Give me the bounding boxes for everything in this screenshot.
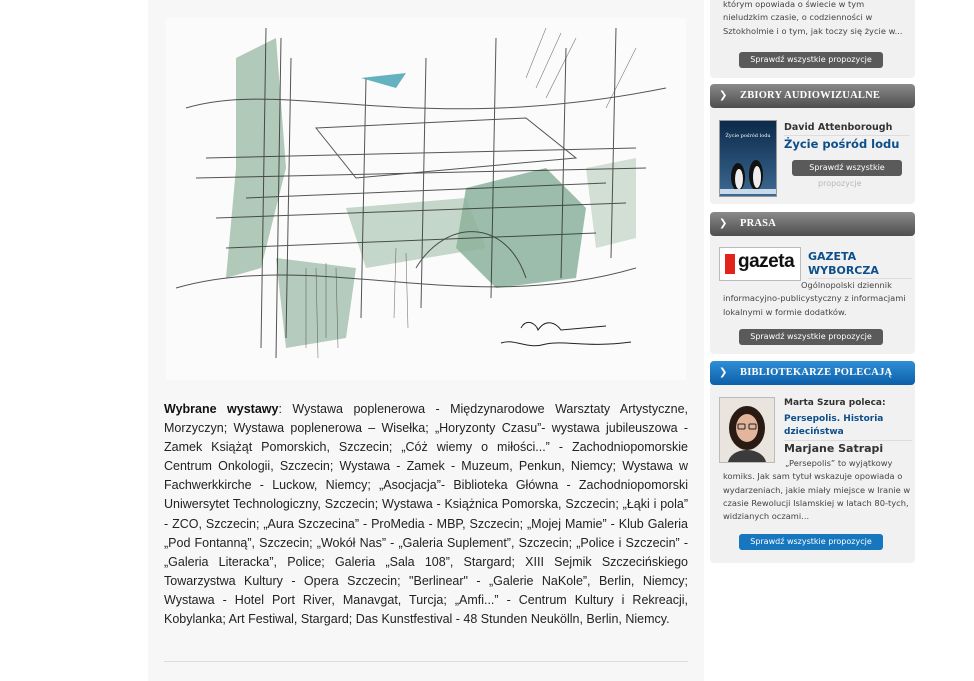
book-title-divider xyxy=(784,440,912,441)
librarians-header-label: BIBLIOTEKARZE POLECAJĄ xyxy=(740,367,893,378)
book-author: Marjane Satrapi xyxy=(784,442,884,455)
dvd-cover-title: Życie pośród lodu xyxy=(725,133,771,139)
recommendation-box-top xyxy=(710,0,915,78)
person-icon xyxy=(720,398,774,462)
press-header-label: PRASA xyxy=(740,218,777,229)
artwork-sketch xyxy=(166,18,686,380)
more-proposals-link[interactable]: propozycje xyxy=(818,179,862,188)
penguin-icon xyxy=(720,149,776,194)
audiovisual-header-label: ZBIORY AUDIOWIZUALNE xyxy=(740,90,881,101)
press-description: Ogólnopolski dziennik informacyjno-publicystyczny z informacjami lokalnymi w formie dodatków. xyxy=(723,280,906,317)
book-description: „Persepolis” to wyjątkowy komiks. Jak sam tytuł wskazuje opowiada o wydarzeniach, jakie miały miejsce w Iranie w czasie Rewolucji Islamskiej w latach 80-tych, widzianych oczami... xyxy=(723,458,911,522)
chevron-right-icon: ❯ xyxy=(719,367,728,378)
recommender-name: Marta Szura poleca: xyxy=(784,398,886,408)
gazeta-logo[interactable] xyxy=(719,247,801,281)
author-divider xyxy=(784,135,910,136)
book-title-link[interactable]: Persepolis. Historia dzieciństwa xyxy=(784,414,884,437)
gazeta-logo-mark xyxy=(725,254,735,274)
gazeta-logo-text: gazeta xyxy=(738,251,795,272)
article-divider xyxy=(164,661,688,662)
audiovisual-box xyxy=(710,84,915,204)
chevron-right-icon: ❯ xyxy=(719,90,728,101)
press-header[interactable] xyxy=(710,212,915,236)
article-exhibitions-text: : Wystawa poplenerowa - Międzynarodowe Warsztaty Artystyczne, Morzyczyn; Wystawa poplenerowa – Wisełka; „Horyzonty Czasu”- wystawa jubileuszowa - Zamek Książąt Pomorskich, Szczecin; „Cóż wiemy o miłości...” - Zachodniopomorskie Centrum Onkologii, Szczecin; Wystawa - Zamek - Muzeum, Penkun, Niemcy; Wystawa w Fachwerkkirche - Luckow, Niemcy; „Asocjacja”- Biblioteka Główna - Zachodniopomorski Uniwersytet Technologiczny, Szczecin; Wystawa - Książnica Pomorska, Szczecin; „Łąki i pola” - ZCO, Szczecin; „Aura Szczecina” - ProMedia - MBP, Szczecin; „Mojej Mamie” - Klub Galeria „Pod Fontanną”, Szczecin; „Wokół Nas” - „Galeria Suplement”, Szczecin; „Police i Szczecin” - „Galeria Literacka”, Police; Galeria „Sala 108”, Stargard; XIII Sejmik Szczecińskiego Towarzystwa Kultury - Opera Szczecin; "Berlinear" - „Galerie NaKole”, Berlin, Niemcy; Wystawa - Hotel Port River, Manavgat, Turcja; „Amfi...” - Centrum Kultury i Rekreacji, Kobylanka; Art Festiwal, Stargard; Das Kunstfestival - 48 Stunden Neukölln, Berlin, Niemcy. xyxy=(164,402,689,627)
chevron-right-icon: ❯ xyxy=(719,218,728,229)
artwork-image xyxy=(166,18,686,380)
article-body xyxy=(164,400,688,629)
article-lead-label: Wybrane wystawy xyxy=(164,402,279,416)
show-all-proposals-button[interactable]: Sprawdź wszystkie propozycje xyxy=(739,52,883,68)
show-all-librarian-button[interactable]: Sprawdź wszystkie propozycje xyxy=(739,534,883,550)
press-box xyxy=(710,212,915,354)
librarian-avatar xyxy=(719,397,775,463)
show-all-press-button[interactable]: Sprawdź wszystkie propozycje xyxy=(739,329,883,345)
press-title-link[interactable]: GAZETA WYBORCZA xyxy=(808,250,879,277)
show-all-audiovisual-button[interactable]: Sprawdź wszystkie xyxy=(792,160,902,176)
librarians-box xyxy=(710,361,915,563)
recommendation-snippet: którym opowiada o świecie w tym nieludzkim czasie, o codzienności w Sztokholmie i o tym, jak toczy się życie w... xyxy=(723,0,903,36)
audiovisual-author: David Attenborough xyxy=(784,122,893,133)
librarians-header[interactable] xyxy=(710,361,915,385)
dvd-cover[interactable] xyxy=(719,120,777,197)
audiovisual-title-link[interactable]: Życie pośród lodu xyxy=(784,137,900,151)
audiovisual-header[interactable] xyxy=(710,84,915,108)
